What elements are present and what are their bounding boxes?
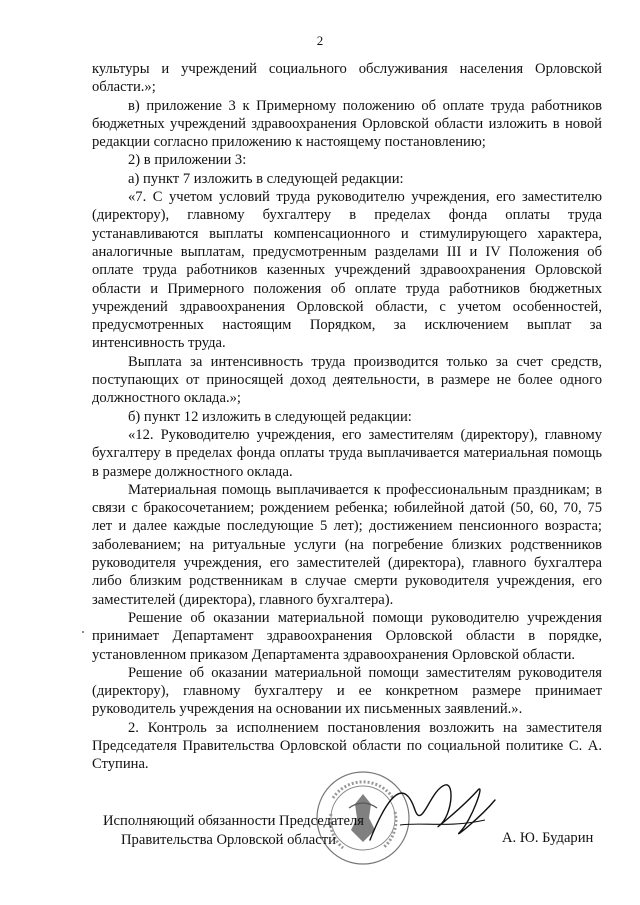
paragraph-continuation: культуры и учреждений социального обслуживания населения Орловской области.»; <box>92 61 602 96</box>
paragraph-material-aid: Материальная помощь выплачивается к профессиональным праздникам; в связи с бракосочетанием; рождением ребенка; юбилейной датой (50, 60, 70, 75 лет и далее каждые последующие 5 лет); достижением пенсионного возраста; заболеванием; на ритуальные услуги (на погребение близких родственников руководителя учреждения, его заместителей (директора), главного бухгалтера либо близким родственникам в случае смерти руководителя учреждения, его заместителей (директора), главного бухгалтера). <box>92 481 602 608</box>
handwritten-signature <box>360 770 500 860</box>
paragraph-point-12: «12. Руководителю учреждения, его заместителям (директору), главному бухгалтеру в пределах фонда оплаты труда выплачивается материальная помощь в размере должностного оклада. <box>92 426 602 480</box>
paragraph-item-2: 2) в приложении 3: <box>128 152 247 169</box>
paragraph-item-b: б) пункт 12 изложить в следующей редакции: <box>128 408 412 425</box>
signatory-position-line1: Исполняющий обязанности Председателя <box>103 813 364 829</box>
signatory-position <box>103 812 364 850</box>
paragraph-item-a: а) пункт 7 изложить в следующей редакции: <box>128 170 404 187</box>
paragraph-decision-head: Решение об оказании материальной помощи руководителю учреждения принимает Департамент здравоохранения Орловской области в порядке, установленном приказом Департамента здравоохранения Орловской области. <box>92 609 602 663</box>
paragraph-control: 2. Контроль за исполнением постановления возложить на заместителя Председателя Правительства Орловской области по социальной политике С. А. Ступина. <box>92 719 602 773</box>
scan-speck <box>82 631 84 633</box>
signatory-name: А. Ю. Бударин <box>502 830 594 846</box>
paragraph-item-v: в) приложение 3 к Примерному положению об оплате труда работников бюджетных учреждений здравоохранения Орловской области изложить в новой редакции согласно приложению к настоящему постановлению; <box>92 97 602 151</box>
page-number: 2 <box>316 33 324 48</box>
document-body <box>92 60 602 774</box>
paragraph-intensity-payment: Выплата за интенсивность труда производится только за счет средств, поступающих от приносящей доход деятельности, в размере не более одного должностного оклада.»; <box>92 353 602 407</box>
signatory-position-line2: Правительства Орловской области <box>121 832 336 848</box>
paragraph-decision-deputies: Решение об оказании материальной помощи заместителям руководителя (директору), главному бухгалтеру и ее конкретном размере принимает руководитель учреждения на основании их письменных заявлений.». <box>92 664 602 718</box>
paragraph-point-7: «7. С учетом условий труда руководителю учреждения, его заместителю (директору), главному бухгалтеру в пределах фонда оплаты труда устанавливаются выплаты компенсационного и стимулирующего характера, аналогичные выплатам, предусмотренным разделами III и IV Положения об оплате труда работников казенных учреждений здравоохранения Орловской области и Примерного положения об оплате труда работников бюджетных учреждений здравоохранения Орловской области, с учетом особенностей, предусмотренных настоящим Порядком, за исключением выплат за интенсивность труда. <box>92 189 602 352</box>
